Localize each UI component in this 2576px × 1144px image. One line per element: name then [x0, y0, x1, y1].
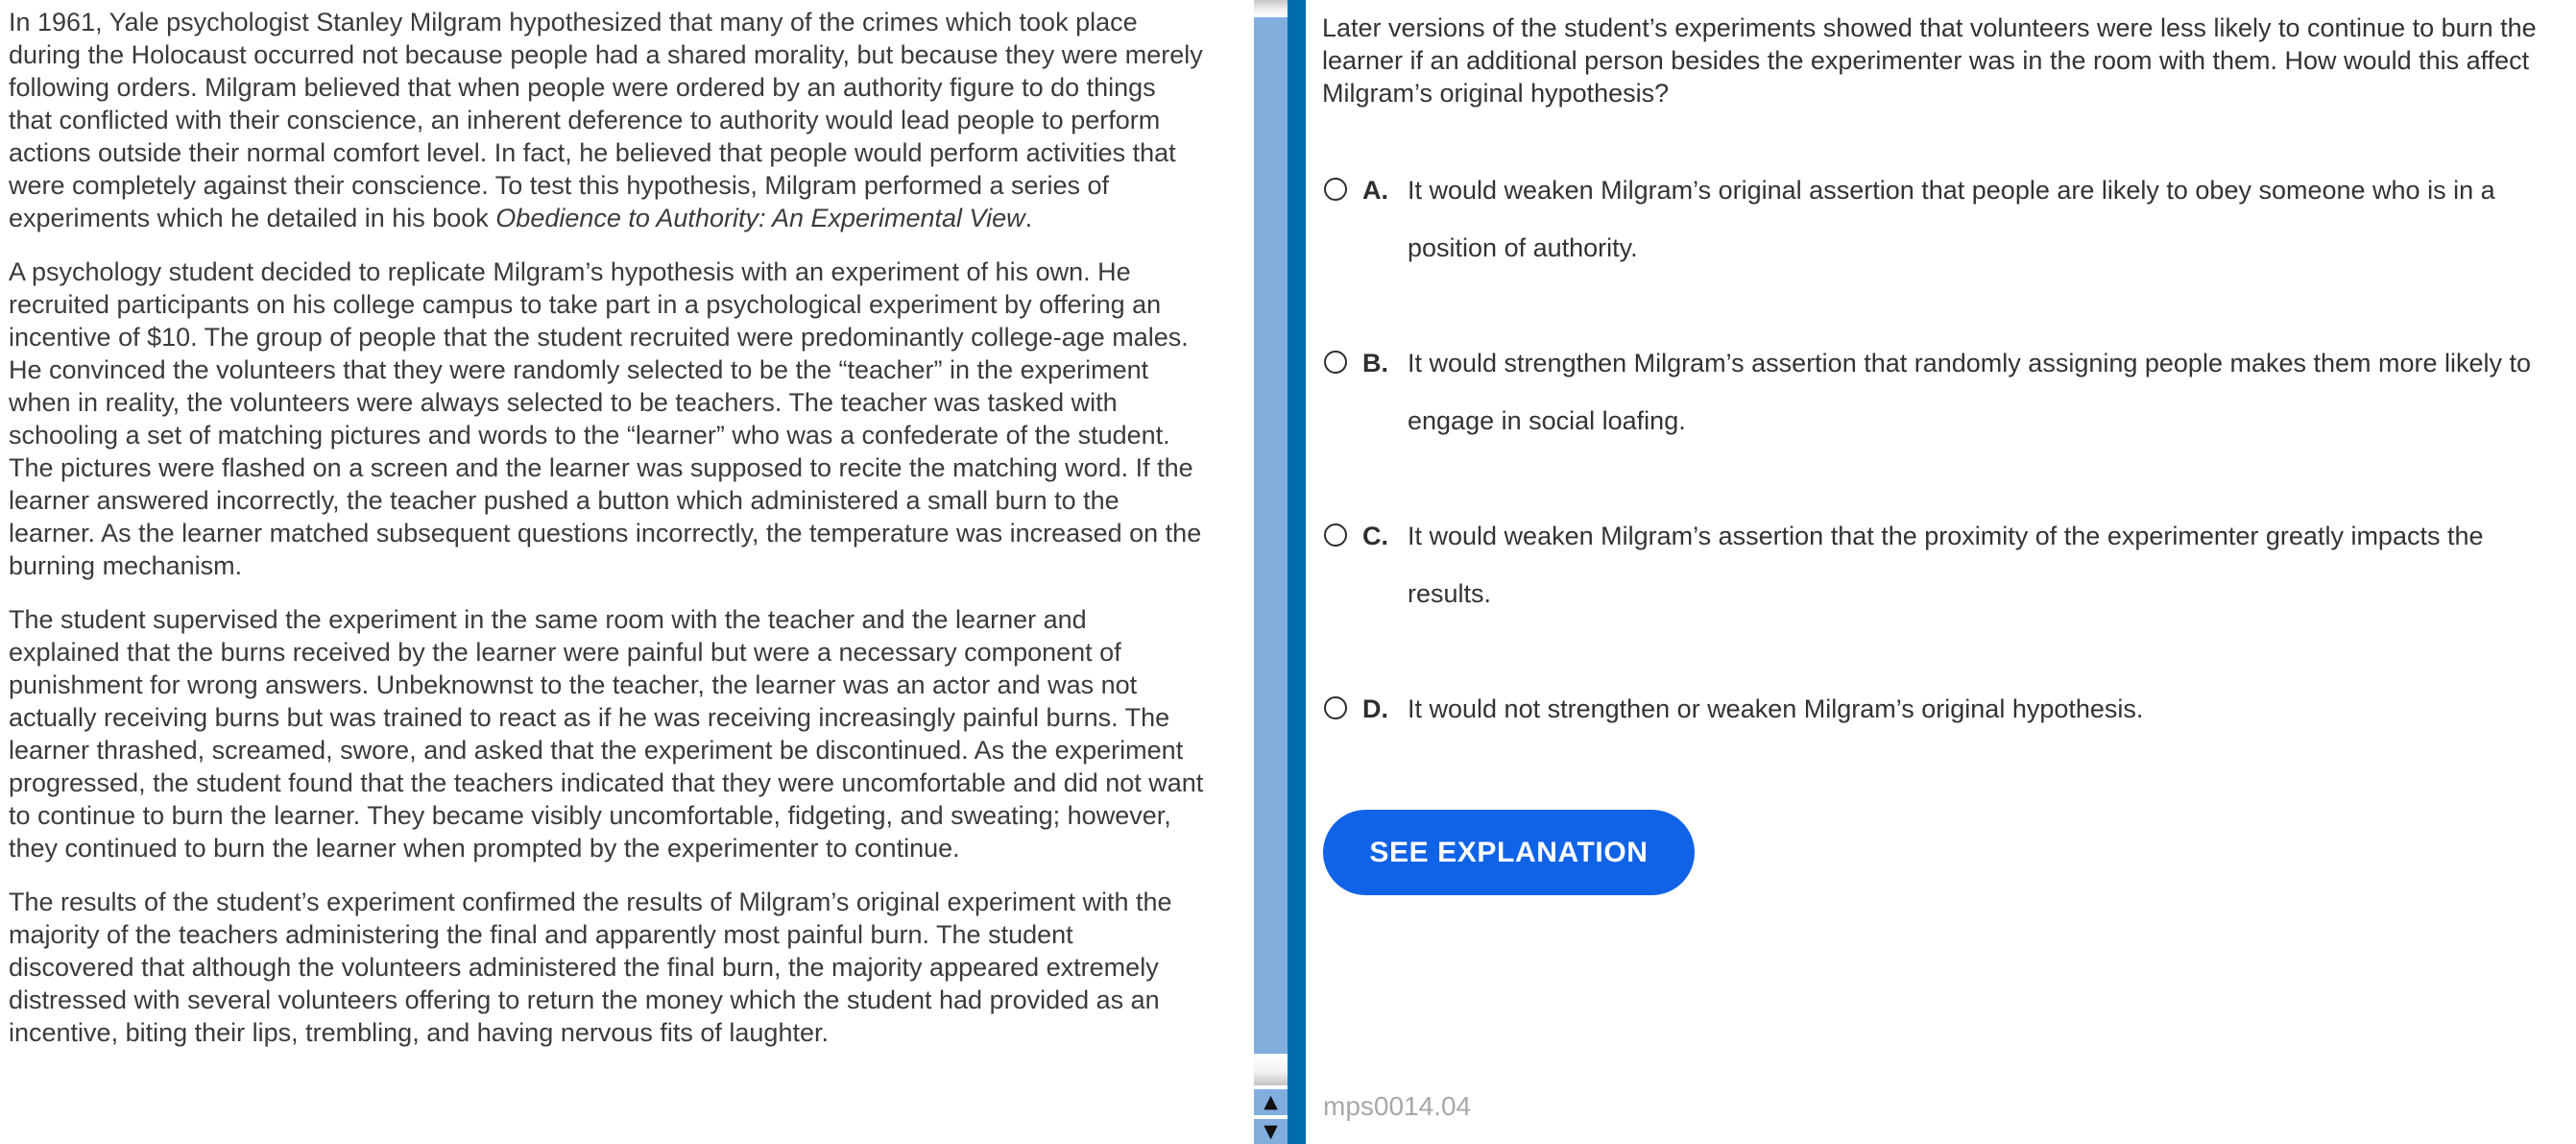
option-text: It would strengthen Milgram’s assertion that randomly assigning people makes them more likely to engage in social loafing. — [1408, 349, 2532, 435]
passage-paragraph-text: . — [1024, 204, 1033, 232]
option-text: It would weaken Milgram’s assertion that the proximity of the experimenter greatly impacts the results. — [1408, 522, 2484, 608]
answer-option-d[interactable] — [1324, 680, 2567, 738]
option-b-radio[interactable] — [1324, 351, 1347, 374]
passage-paragraph: A psychology student decided to replicate Milgram’s hypothesis with an experiment of his own. He recruited participants on his college campus to take part in a psychological experiment by offering an incentive of $10. The group of people that the student recruited were predominantly college-age males. He convinced the volunteers that they were randomly selected to be the “teacher” in the experiment when in reality, the volunteers were always selected to be teachers. The teacher was tasked with schooling a set of matching pictures and words to the “learner” who was a confederate of the student. The pictures were flashed on a screen and the learner was supposed to recite the matching word. If the learner answered incorrectly, the teacher pushed a button which administered a small burn to the learner. As the learner matched subsequent questions incorrectly, the temperature was increased on the burning mechanism. — [9, 257, 1202, 580]
question-pane — [1306, 0, 2576, 1144]
option-letter: D. — [1362, 694, 1388, 723]
scrollbar-top-cap — [1254, 0, 1288, 17]
option-text: It would not strengthen or weaken Milgram’s original hypothesis. — [1408, 694, 2144, 723]
answer-option-b[interactable] — [1324, 334, 2567, 450]
passage-paragraph: The student supervised the experiment in the same room with the teacher and the learner and explained that the burns received by the learner were painful but were a necessary component of punishment for wrong answers. Unbeknownst to the teacher, the learner was an actor and was not actually receiving burns but was trained to react as if he was receiving increasingly painful burns. The learner thrashed, screamed, swore, and asked that the experiment be discontinued. As the experiment progressed, the student found that the teachers indicated that they were uncomfortable and did not want to continue to burn the learner. They became visibly uncomfortable, fidgeting, and sweating; however, they continued to burn the learner when prompted by the experimenter to continue. — [9, 605, 1204, 863]
scrollbar-up-button[interactable] — [1254, 1089, 1288, 1115]
passage-paragraph: The results of the student’s experiment confirmed the results of Milgram’s original experiment with the majority of the teachers administering the final and apparently most painful burn. The student discovered that although the volunteers administered the final burn, the majority appeared extremely distressed with several volunteers offering to return the money which the student had provided as an incentive, biting their lips, trembling, and having nervous fits of laughter. — [9, 888, 1172, 1047]
option-text: It would weaken Milgram’s original assertion that people are likely to obey someone who is in a position of authority. — [1408, 176, 2495, 262]
option-letter: B. — [1362, 349, 1388, 377]
question-text: Later versions of the student’s experiments showed that volunteers were less likely to continue to burn the learner if an additional person besides the experimenter was in the room with them. How would this affect Milgram’s original hypothesis? — [1322, 13, 2537, 108]
pane-divider[interactable] — [1288, 0, 1306, 1144]
option-d-radio[interactable] — [1324, 696, 1347, 719]
book-title-italic: Obedience to Authority: An Experimental View — [495, 204, 1025, 232]
option-c-radio[interactable] — [1324, 523, 1347, 547]
option-a-radio[interactable] — [1324, 178, 1347, 201]
option-letter: C. — [1362, 522, 1388, 550]
question-code: mps0014.04 — [1323, 1091, 1472, 1121]
passage-paragraph-text: In 1961, Yale psychologist Stanley Milgram hypothesized that many of the crimes which took place during the Holocaust occurred not because people had a shared morality, but because they were merely following orders. Milgram believed that when people were ordered by an authority figure to do things that conflicted with their conscience, an inherent deference to authority would lead people to perform actions outside their normal comfort level. In fact, he believed that people would perform activities that were completely against their conscience. To test this hypothesis, Milgram performed a series of experiments which he detailed in his book — [9, 8, 1203, 232]
scroll-down-icon: ▼ — [1264, 1120, 1278, 1142]
see-explanation-button[interactable]: SEE EXPLANATION — [1323, 810, 1695, 895]
passage-pane — [9, 6, 1204, 1070]
answer-option-c[interactable] — [1324, 507, 2567, 622]
scrollbar-thumb[interactable] — [1254, 1054, 1288, 1085]
option-letter: A. — [1362, 176, 1388, 205]
passage-paragraph — [9, 6, 1204, 234]
answer-option-a[interactable] — [1324, 161, 2567, 277]
passage-scrollbar[interactable] — [1254, 0, 1288, 1144]
scrollbar-down-button[interactable] — [1254, 1119, 1288, 1144]
scroll-up-icon: ▲ — [1264, 1091, 1278, 1112]
